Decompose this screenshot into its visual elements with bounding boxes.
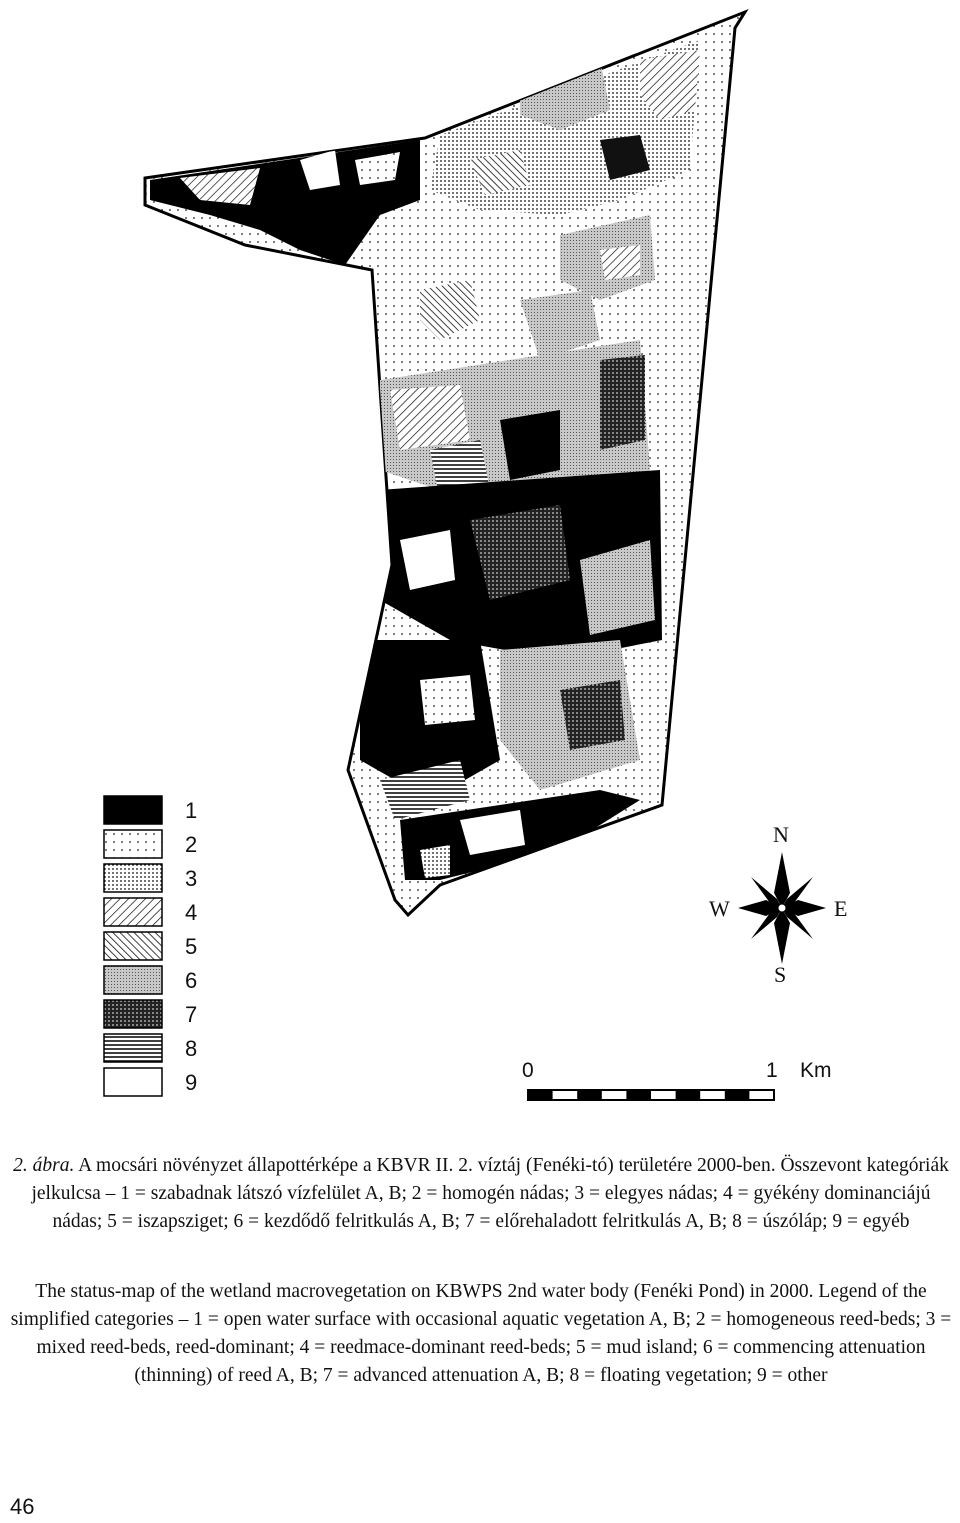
legend-label-5: 5 <box>185 934 198 959</box>
caption-hu-title: A mocsári növényzet állapottérképe a KBVR II. 2. víztáj (Fenéki-tó) területére 2000-ben. <box>78 1155 776 1176</box>
compass-south: S <box>774 962 787 987</box>
legend-label-1: 1 <box>185 798 198 823</box>
figure-label: 2. ábra. <box>13 1155 75 1176</box>
legend-item-9 <box>104 1068 197 1096</box>
compass-west: W <box>709 896 730 921</box>
legend-swatch-sparse-dots <box>104 830 162 858</box>
caption-english <box>6 1278 956 1390</box>
legend-label-4: 4 <box>185 900 198 925</box>
legend-label-3: 3 <box>185 866 198 891</box>
legend-item-6 <box>104 966 197 994</box>
legend-item-1 <box>104 796 197 824</box>
compass-star-icon <box>738 852 826 964</box>
scale-start-label: 0 <box>522 1059 534 1082</box>
map-legend <box>104 796 197 1096</box>
scale-segment <box>528 1090 553 1100</box>
legend-item-4 <box>104 898 197 926</box>
pond-area <box>145 12 745 915</box>
legend-swatch-solid-black <box>104 796 162 824</box>
compass-north: N <box>773 822 789 847</box>
legend-item-8 <box>104 1034 197 1062</box>
scale-segment <box>725 1090 750 1100</box>
legend-label-7: 7 <box>185 1002 198 1027</box>
legend-swatch-hatch-left <box>104 898 162 926</box>
legend-label-9: 9 <box>185 1070 198 1095</box>
caption-hu-body: Összevont kategóriák jelkulcsa – 1 = szabadnak látszó vízfelület A, B; 2 = homogén nádas; 3 = elegyes nádas; 4 = gyékény dominanciájú nádas; 5 = iszapsziget; 6 = kezdődő felritkulás A, B; 7 = előrehaladott felritkulás A, B; 8 = úszóláp; 9 = egyéb <box>31 1155 949 1232</box>
caption-en-body: Legend of the simplified categories – 1 = open water surface with occasional aquatic vegetation A, B; 2 = homogeneous reed-beds; 3 = mixed reed-beds, reed-dominant; 4 = reedmace-dominant reed-beds; 5 = mud island; 6 = commencing attenuation (thinning) of reed A, B; 7 = advanced attenuation A, B; 8 = floating vegetation; 9 = other <box>10 1281 952 1386</box>
legend-label-8: 8 <box>185 1036 198 1061</box>
scale-segment <box>676 1090 701 1100</box>
legend-swatch-white <box>104 1068 162 1096</box>
scale-bar <box>522 1059 832 1100</box>
page-number: 46 <box>10 1494 35 1519</box>
legend-swatch-grey-dots <box>104 966 162 994</box>
legend-swatch-dense-dots <box>104 864 162 892</box>
scale-segment <box>626 1090 651 1100</box>
caption-hungarian <box>6 1152 956 1236</box>
legend-item-7 <box>104 1000 197 1028</box>
legend-item-2 <box>104 830 197 858</box>
caption-en-title: The status-map of the wetland macrovegetation on KBWPS 2nd water body (Fenéki Pond) in 2000. <box>35 1281 814 1302</box>
legend-label-6: 6 <box>185 968 198 993</box>
legend-swatch-hatch-right <box>104 932 162 960</box>
legend-swatch-dark-checker <box>104 1000 162 1028</box>
scale-end-label: 1 <box>766 1059 778 1082</box>
compass-rose <box>709 822 847 987</box>
legend-label-2: 2 <box>185 832 198 857</box>
legend-item-3 <box>104 864 197 892</box>
compass-east: E <box>834 896 848 921</box>
scale-segment <box>577 1090 602 1100</box>
legend-swatch-horizontal-lines <box>104 1034 162 1062</box>
legend-item-5 <box>104 932 197 960</box>
scale-unit-label: Km <box>800 1059 832 1082</box>
